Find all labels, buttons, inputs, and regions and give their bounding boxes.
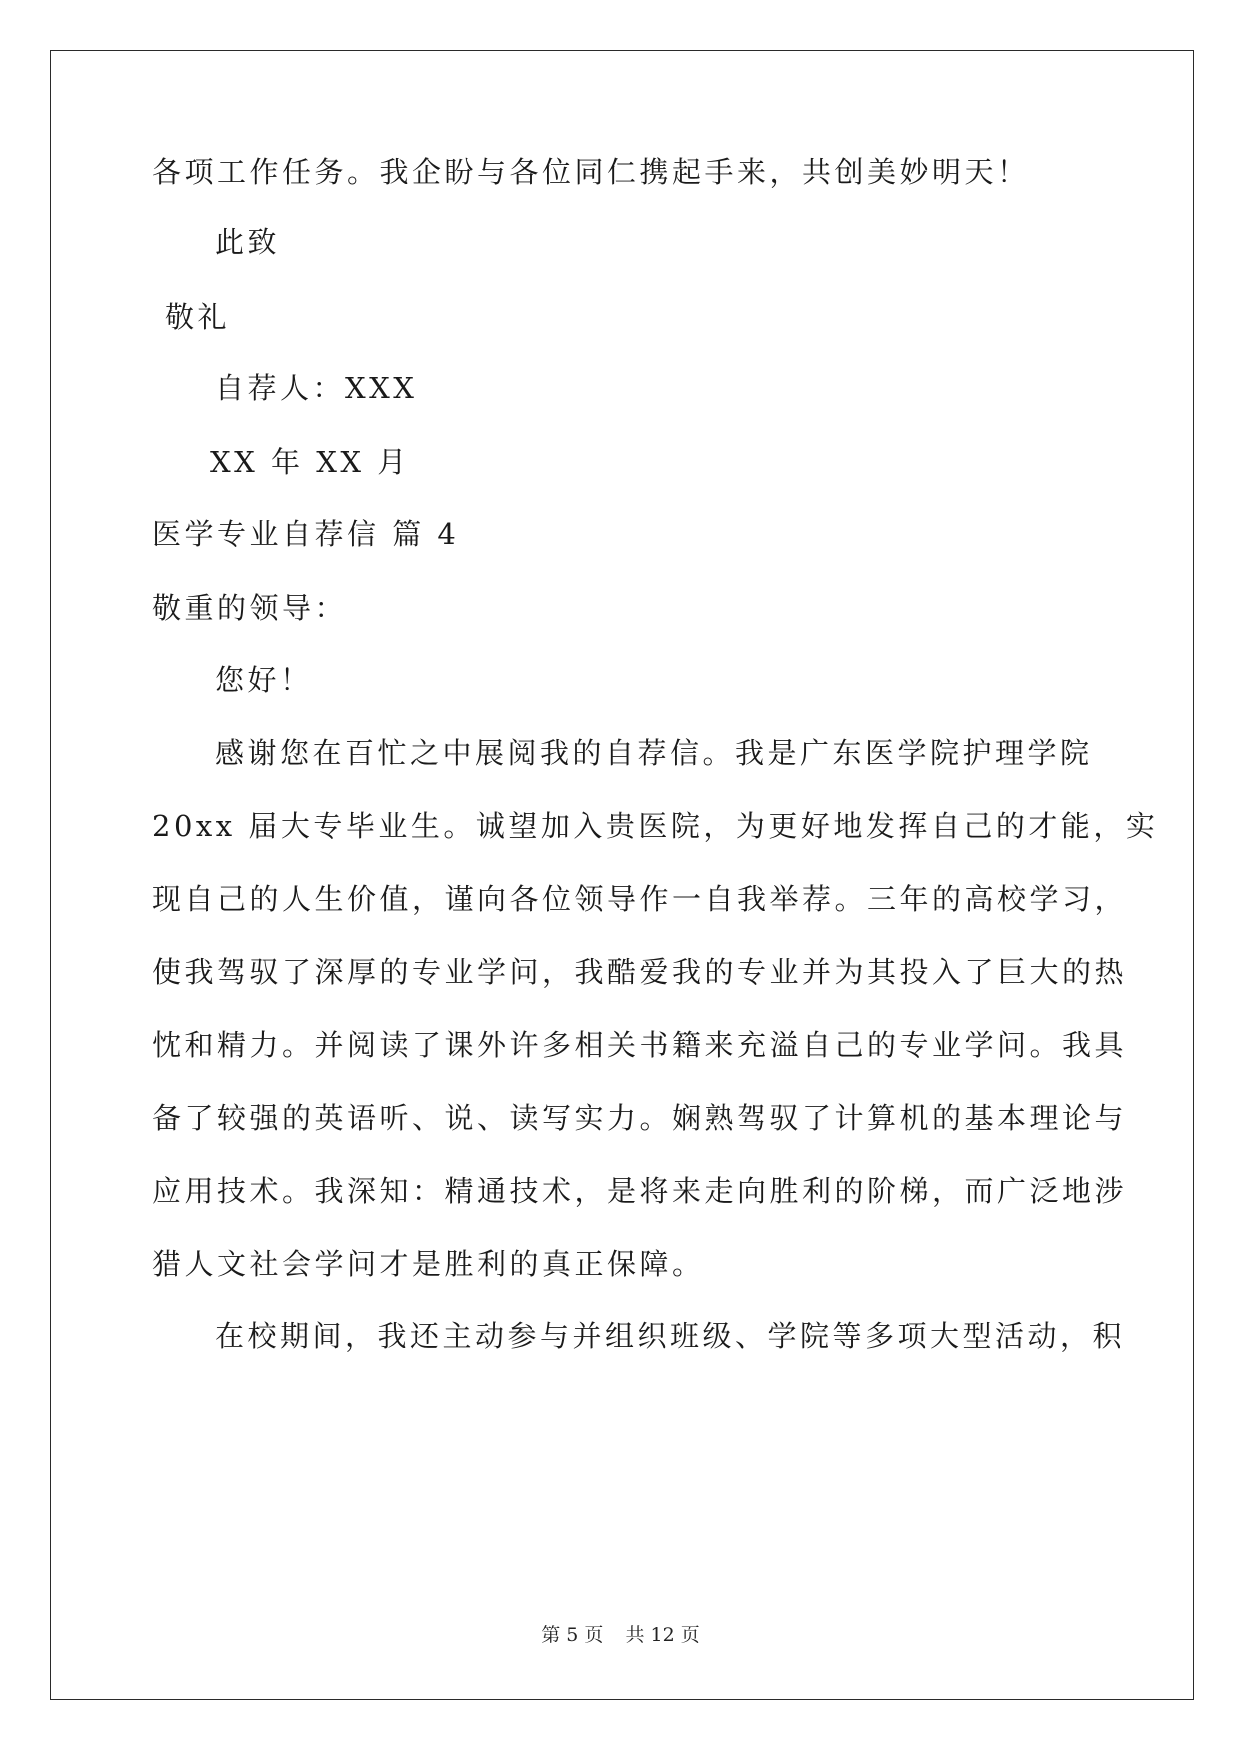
closing-regards: 敬礼 [165, 300, 231, 334]
paragraph-line: 忱和精力。并阅读了课外许多相关书籍来充溢自己的专业学问。我具 [152, 1028, 1128, 1062]
paragraph-line: 备了较强的英语听、说、读写实力。娴熟驾驭了计算机的基本理论与 [152, 1101, 1128, 1135]
paragraph-line: 现自己的人生价值，谨向各位领导作一自我举荐。三年的高校学习， [152, 882, 1128, 916]
paragraph-line: 使我驾驭了深厚的专业学问，我酷爱我的专业并为其投入了巨大的热 [152, 955, 1128, 989]
greeting-hello: 您好！ [215, 663, 313, 697]
paragraph-line: 感谢您在百忙之中展阅我的自荐信。我是广东医学院护理学院 [215, 736, 1093, 770]
page-footer [0, 1623, 1241, 1647]
paragraph-line: 猎人文社会学问才是胜利的真正保障。 [152, 1247, 705, 1281]
page-number: 第 5 页 [541, 1624, 604, 1646]
signature-line: 自荐人：XXX [215, 371, 418, 405]
paragraph-line: 20xx 届大专毕业生。诚望加入贵医院，为更好地发挥自己的才能，实 [152, 809, 1159, 843]
text-line: 各项工作任务。我企盼与各位同仁携起手来，共创美妙明天！ [152, 155, 1030, 189]
section-heading: 医学专业自荐信 篇 4 [152, 517, 460, 551]
closing-salutation: 此致 [215, 225, 281, 259]
paragraph-line: 应用技术。我深知：精通技术，是将来走向胜利的阶梯，而广泛地涉 [152, 1174, 1128, 1208]
page-total: 共 12 页 [625, 1624, 700, 1646]
date-line: XX 年 XX 月 [210, 445, 410, 479]
greeting-line: 敬重的领导： [152, 591, 348, 625]
paragraph-line: 在校期间，我还主动参与并组织班级、学院等多项大型活动，积 [215, 1319, 1126, 1353]
